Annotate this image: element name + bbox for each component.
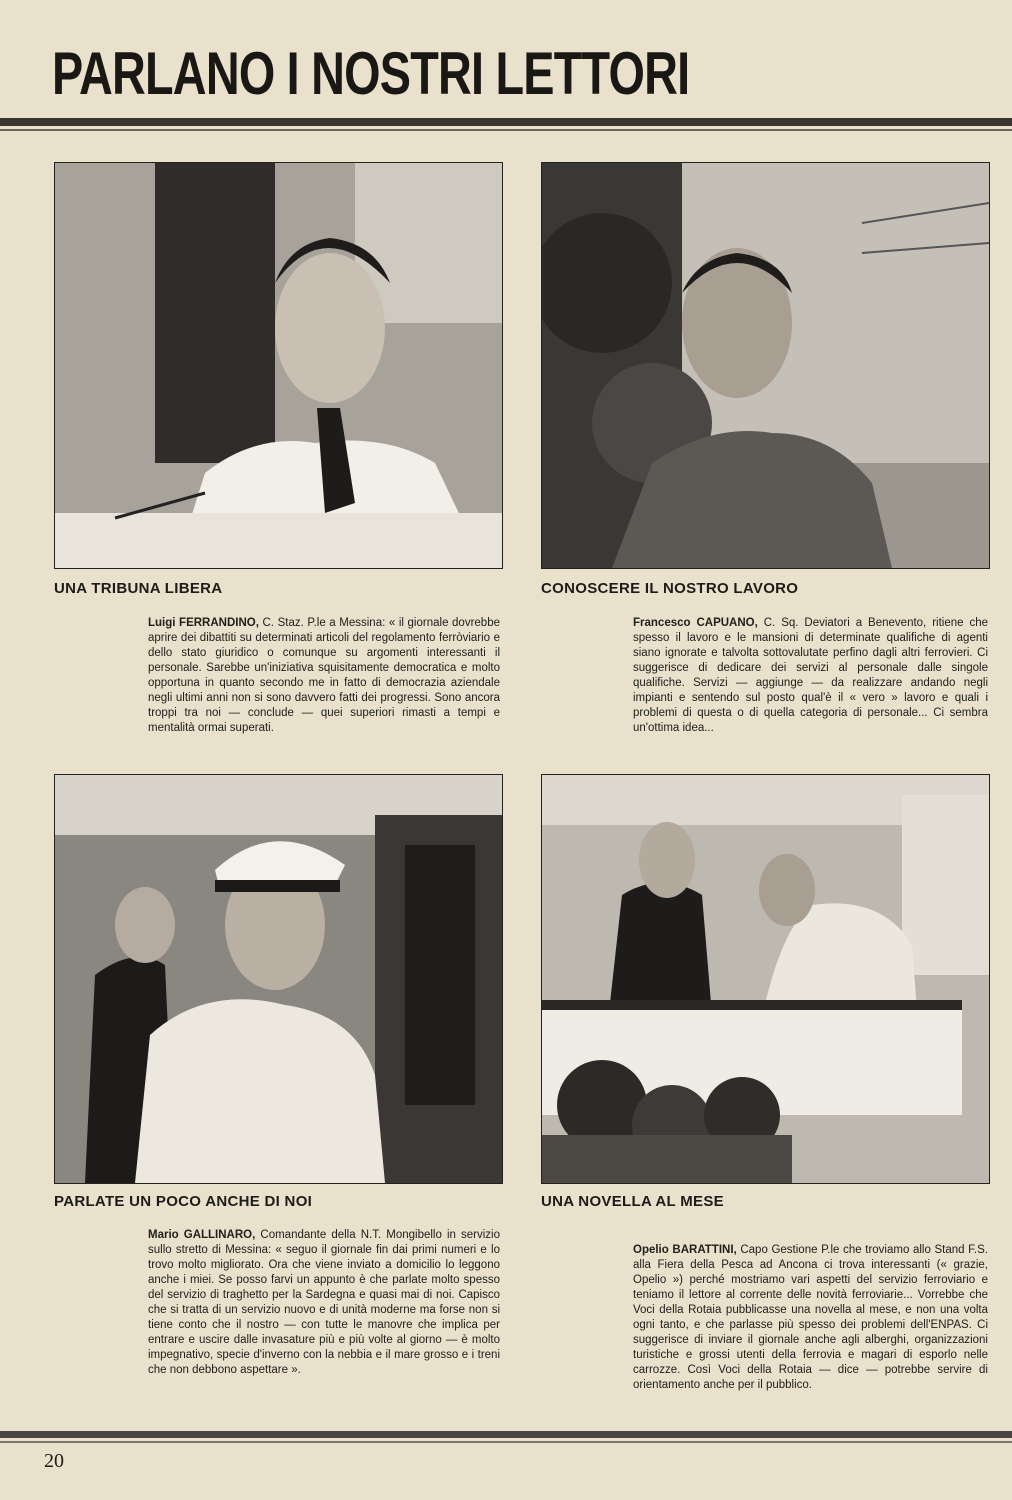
heading-tribuna-libera: UNA TRIBUNA LIBERA bbox=[54, 580, 223, 597]
bottom-rule bbox=[0, 1431, 1012, 1438]
photo-ferrandino-illustration bbox=[55, 163, 502, 568]
photo-barattini-illustration bbox=[542, 775, 989, 1183]
photo-gallinaro bbox=[54, 774, 503, 1184]
article-conoscere-lavoro bbox=[633, 616, 988, 736]
author-barattini: Opelio BARATTINI, bbox=[633, 1244, 737, 1256]
heading-conoscere-lavoro: CONOSCERE IL NOSTRO LAVORO bbox=[541, 580, 799, 597]
photo-gallinaro-illustration bbox=[55, 775, 502, 1183]
photo-capuano-illustration bbox=[542, 163, 989, 568]
article-parlate-di-noi bbox=[148, 1228, 500, 1378]
top-rule-thin bbox=[0, 129, 1012, 131]
author-ferrandino: Luigi FERRANDINO, bbox=[148, 617, 259, 629]
photo-barattini bbox=[541, 774, 990, 1184]
author-gallinaro: Mario GALLINARO, bbox=[148, 1229, 256, 1241]
page-number: 20 bbox=[44, 1450, 64, 1472]
article-novella-al-mese bbox=[633, 1243, 988, 1393]
photo-capuano bbox=[541, 162, 990, 569]
top-rule bbox=[0, 118, 1012, 126]
photo-ferrandino bbox=[54, 162, 503, 569]
page-title: PARLANO I NOSTRI LETTORI bbox=[52, 40, 690, 107]
article-tribuna-libera bbox=[148, 616, 500, 736]
heading-parlate-di-noi: PARLATE UN POCO ANCHE DI NOI bbox=[54, 1193, 313, 1210]
text-barattini: Capo Gestione P.le che troviamo allo Stand F.S. alla Fiera della Pesca ad Ancona ci trova interessanti (« grazie, Opelio ») perché mostriamo vari aspetti del servizio ferroviario e teniamo il lettore al corrente delle novità ferroviarie... Vorrebbe che Voci della Rotaia pubblicasse una novella al mese, e non una volta ogni tanto, e che parlasse più spesso dei problemi dell'ENPAS. Ci suggerisce di inviare il giornale anche agli alberghi, organizzazioni turistiche e grossi utenti della ferrovia e magari di esporlo nelle carrozze. Così Voci della Rotaia — dice — potrebbe servire di orientamento anche per il pubblico. bbox=[633, 1244, 988, 1391]
heading-novella-al-mese: UNA NOVELLA AL MESE bbox=[541, 1193, 724, 1210]
text-capuano: C. Sq. Deviatori a Benevento, ritiene che spesso il lavoro e le mansioni di determinate qualifiche di agenti siano ignorate e talvolta sottovalutate perfino dagli altri ferrovieri. Ci suggerisce di dedicare dei servizi al personale dalle singole qualifiche. Servizi — aggiunge — da realizzare andando negli impianti e sentendo sul posto qual'è il « vero » lavoro e quali i problemi di questa o di quella categoria di personale... Ci sembra un'ottima idea... bbox=[633, 617, 988, 734]
text-ferrandino: C. Staz. P.le a Messina: « il giornale dovrebbe aprire dei dibattiti su determinati articoli del regolamento ferròviario e dello stato giuridico o comunque su argomenti interessanti il personale. Sarebbe un'iniziativa squisitamente democratica e molto opportuna in quanto secondo me in fatto di democrazia aziendale negli ultimi anni non si sono davvero fatti dei progressi. Sono ancora troppi tra noi — conclude — quei superiori rimasti a tempi e mentalità ormai superati. bbox=[148, 617, 500, 734]
bottom-rule-thin bbox=[0, 1441, 1012, 1443]
text-gallinaro: Comandante della N.T. Mongibello in servizio sullo stretto di Messina: « seguo il giornale fin dai primi numeri e lo trovo molto migliorato. Ora che viene inviato a domicilio lo leggono anche i miei. Se posso farvi un appunto è che parlate molto spesso del servizio di traghetto per la Sardegna e quasi mai di noi. Capisco che si tratta di un servizio nuovo e di unità moderne ma forse non si tiene conto che il nostro — con tutte le manovre che implica per entrare e uscire dalle invasature più e più volte al giorno — è molto impegnativo, specie d'inverno con la nebbia e il mare grosso e i treni che non debbono aspettare ». bbox=[148, 1229, 500, 1376]
author-capuano: Francesco CAPUANO, bbox=[633, 617, 758, 629]
